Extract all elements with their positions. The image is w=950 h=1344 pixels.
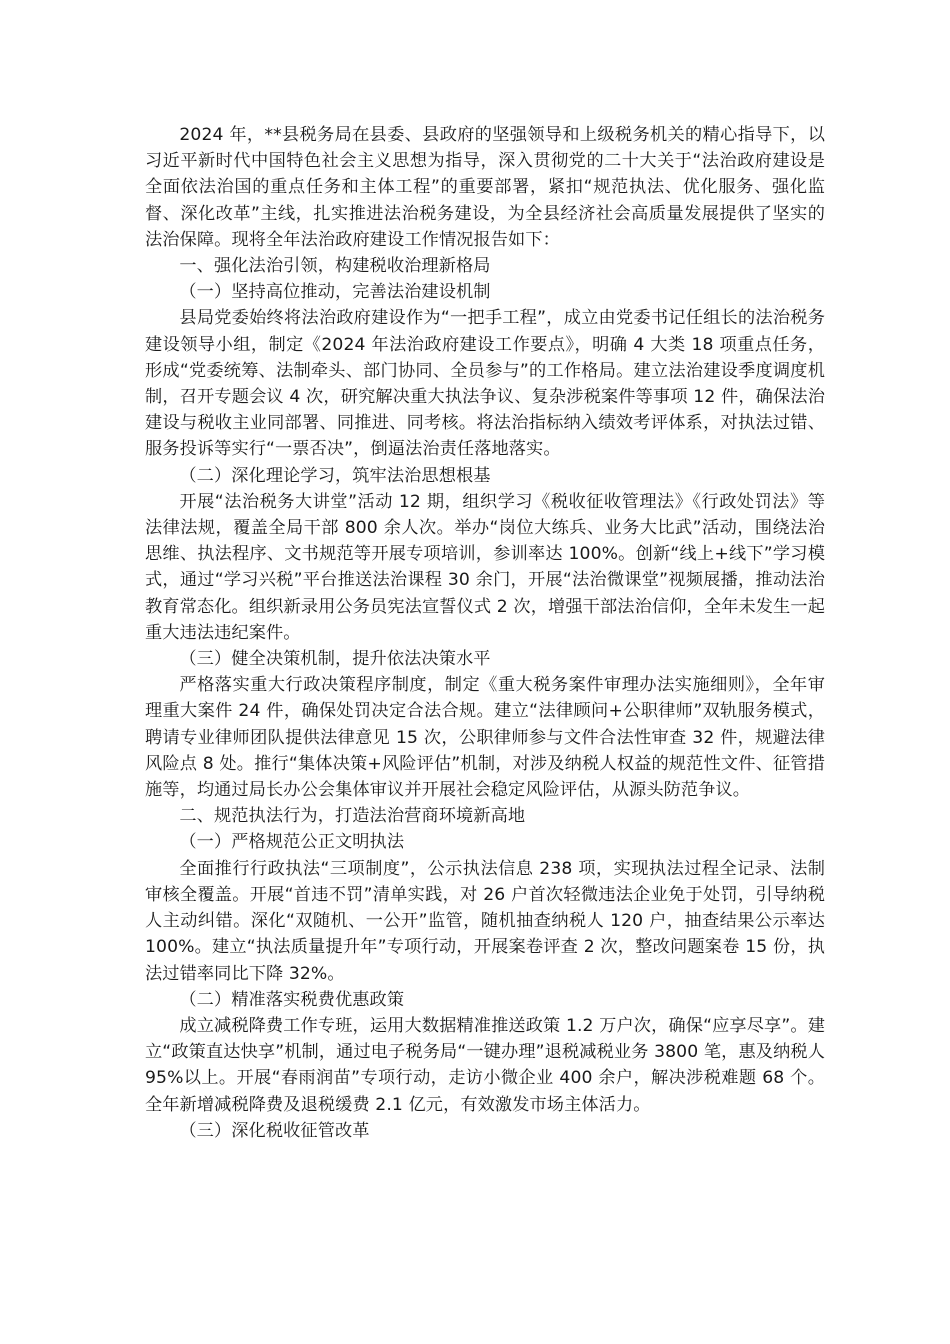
document-page [145, 122, 825, 1144]
subsection-heading-1-3: （三）健全决策机制，提升依法决策水平 [179, 649, 491, 670]
body-paragraph-1-3: 严格落实重大行政决策程序制度，制定《重大税务案件审理办法实施细则》，全年审理重大案件 24 件，确保处罚决定合法合规。建立“法律顾问+公职律师”双轨服务模式，聘请专业律师团队提供法律意见 15 次，公职律师参与文件合法性审查 32 件，规避法律风险点 8 处。推行“集体决策+风险评估”机制，对涉及纳税人权益的规范性文件、征管措施等，均通过局长办公会集体审议并开展社会稳定风险评估，从源头防范争议。 [145, 675, 825, 801]
body-paragraph-1-2: 开展“法治税务大讲堂”活动 12 期，组织学习《税收征收管理法》《行政处罚法》等法律法规，覆盖全局干部 800 余人次。举办“岗位大练兵、业务大比武”活动，围绕法治思维、执法程序、文书规范等开展专项培训，参训率达 100%。创新“线上+线下”学习模式，通过“学习兴税”平台推送法治课程 30 余门，开展“法治微课堂”视频展播，推动法治教育常态化。组织新录用公务员宪法宣誓仪式 2 次，增强干部法治信仰，全年未发生一起重大违法违纪案件。 [145, 491, 825, 643]
section-heading-2: 二、规范执法行为，打造法治营商环境新高地 [179, 806, 526, 827]
section-heading-1: 一、强化法治引领，构建税收治理新格局 [179, 256, 491, 277]
body-paragraph-2-1: 全面推行行政执法“三项制度”，公示执法信息 238 项，实现执法过程全记录、法制审核全覆盖。开展“首违不罚”清单实践，对 26 户首次轻微违法企业免于处罚，引导纳税人主动纠错。深化“双随机、一公开”监管，随机抽查纳税人 120 户，抽查结果公示率达 100%。建立“执法质量提升年”专项行动，开展案卷评查 2 次，整改问题案卷 15 份，执法过错率同比下降 32%。 [145, 858, 825, 984]
subsection-heading-1-1: （一）坚持高位推动，完善法治建设机制 [179, 282, 491, 303]
intro-paragraph: 2024 年，**县税务局在县委、县政府的坚强领导和上级税务机关的精心指导下，以习近平新时代中国特色社会主义思想为指导，深入贯彻党的二十大关于“法治政府建设是全面依法治国的重点任务和主体工程”的重要部署，紧扣“规范执法、优化服务、强化监督、深化改革”主线，扎实推进法治税务建设，为全县经济社会高质量发展提供了坚实的法治保障。现将全年法治政府建设工作情况报告如下： [145, 125, 825, 250]
subsection-heading-2-3: （三）深化税收征管改革 [179, 1120, 370, 1141]
subsection-heading-2-1: （一）严格规范公正文明执法 [179, 832, 405, 853]
body-paragraph-1-1: 县局党委始终将法治政府建设作为“一把手工程”，成立由党委书记任组长的法治税务建设领导小组，制定《2024 年法治政府建设工作要点》，明确 4 大类 18 项重点任务，形成“党委统筹、法制牵头、部门协同、全员参与”的工作格局。建立法治建设季度调度机制，召开专题会议 4 次，研究解决重大执法争议、复杂涉税案件等事项 12 件，确保法治建设与税收主业同部署、同推进、同考核。将法治指标纳入绩效考评体系，对执法过错、服务投诉等实行“一票否决”，倒逼法治责任落地落实。 [145, 308, 825, 460]
subsection-heading-1-2: （二）深化理论学习，筑牢法治思想根基 [179, 465, 491, 486]
body-paragraph-2-2: 成立减税降费工作专班，运用大数据精准推送政策 1.2 万户次，确保“应享尽享”。建立“政策直达快享”机制，通过电子税务局“一键办理”退税减税业务 3800 笔，惠及纳税人 95%以上。开展“春雨润苗”专项行动，走访小微企业 400 余户，解决涉税难题 68 个。全年新增减税降费及退税缓费 2.1 亿元，有效激发市场主体活力。 [145, 1015, 826, 1115]
subsection-heading-2-2: （二）精准落实税费优惠政策 [179, 989, 405, 1010]
